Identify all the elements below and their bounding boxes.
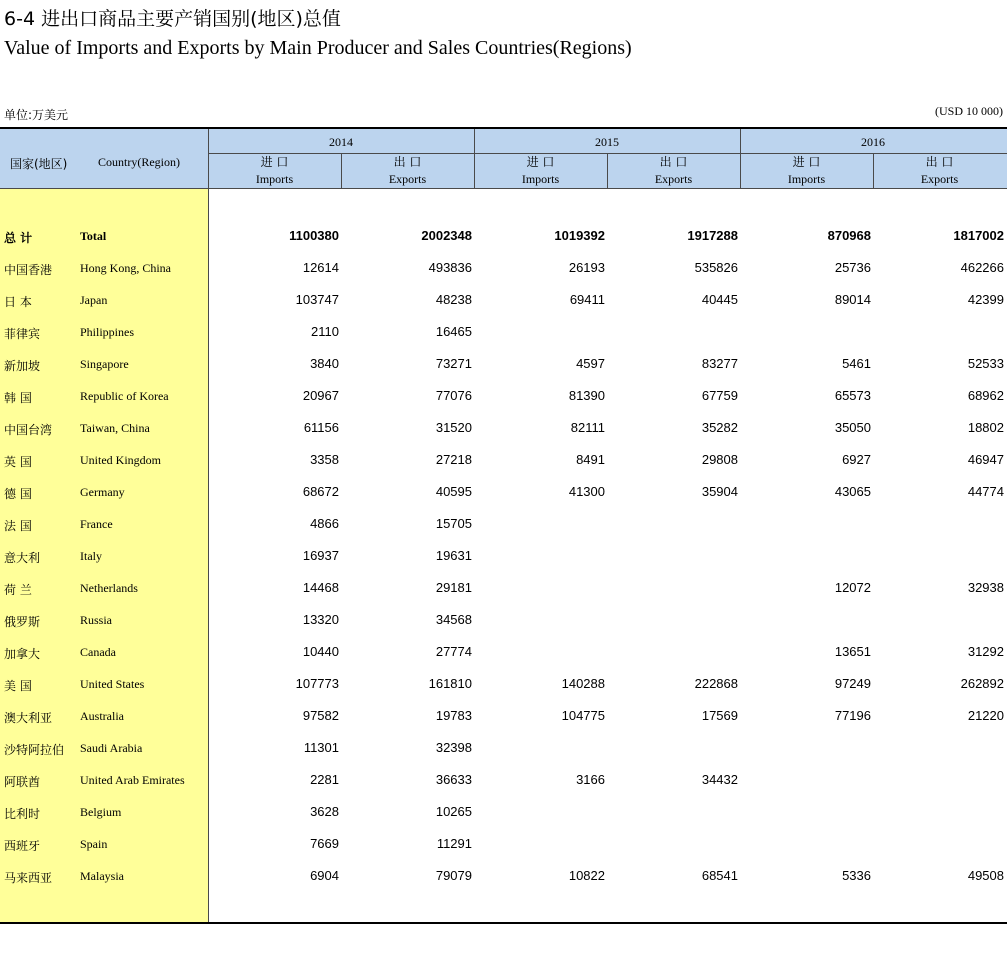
- imports-value-2014: 13320: [302, 612, 339, 627]
- imports-value-2014: 6904: [310, 868, 339, 883]
- imports-value-2014: 1100380: [289, 228, 339, 243]
- country-name-cn: 英 国: [4, 455, 32, 469]
- exports-value-2014: 48238: [435, 292, 472, 307]
- country-name-en: Singapore: [80, 357, 129, 371]
- imports-value-2015: 140288: [561, 676, 605, 691]
- table-row: [0, 542, 1007, 574]
- imports-value-2014: 68672: [302, 484, 339, 499]
- table-bottom-rule: [0, 922, 1007, 924]
- imports-value-2014: 97582: [302, 708, 339, 723]
- imports-value-2016: 65573: [834, 388, 871, 403]
- divider-header-bottom: [0, 188, 1007, 189]
- header-year-2015: 2015: [595, 135, 619, 149]
- imports-value-2014: 4866: [310, 516, 339, 531]
- header-imports-2014: 进 口 Imports: [255, 155, 294, 186]
- exports-value-2014: 79079: [435, 868, 472, 883]
- header-imports-2015: 进 口 Imports: [521, 155, 560, 186]
- header-exports-2016: 出 口 Exports: [920, 155, 959, 186]
- imports-value-2016: 870968: [827, 228, 871, 243]
- country-name-en: Canada: [80, 645, 116, 659]
- table-row-total: [0, 222, 1007, 254]
- exports-value-2016: 462266: [960, 260, 1004, 275]
- exports-value-2015: 68541: [701, 868, 738, 883]
- imports-value-2016: 43065: [834, 484, 871, 499]
- imports-value-2014: 107773: [295, 676, 339, 691]
- imports-value-2014: 11301: [303, 740, 339, 755]
- imports-value-2014: 12614: [302, 260, 339, 275]
- exports-value-2016: 68962: [967, 388, 1004, 403]
- imports-value-2014: 7669: [310, 836, 339, 851]
- unit-label-en: (USD 10 000): [935, 104, 1003, 118]
- exports-value-2014: 36633: [435, 772, 472, 787]
- imports-value-2015: 4597: [576, 356, 605, 371]
- table-row: [0, 734, 1007, 766]
- unit-label-cn: 单位:万美元: [4, 108, 69, 122]
- country-name-en: France: [80, 517, 113, 531]
- country-name-en: Germany: [80, 485, 125, 499]
- country-name-cn: 意大利: [4, 551, 41, 565]
- header-country-en: Country(Region): [98, 155, 180, 169]
- table-row: [0, 382, 1007, 414]
- imports-value-2014: 3358: [310, 452, 339, 467]
- header-year-2014: 2014: [329, 135, 353, 149]
- header-country-cn: 国家(地区): [10, 157, 68, 171]
- country-name-en: Total: [80, 229, 107, 243]
- table-row: [0, 670, 1007, 702]
- exports-value-2014: 2002348: [421, 228, 472, 243]
- country-name-cn: 澳大利亚: [4, 711, 53, 725]
- country-name-cn: 法 国: [4, 519, 32, 533]
- header-imports-2016: 进 口 Imports: [787, 155, 826, 186]
- exports-value-2016: 31292: [967, 644, 1004, 659]
- exports-value-2014: 10265: [435, 804, 472, 819]
- exports-value-2016: 49508: [967, 868, 1004, 883]
- imports-value-2016: 77196: [834, 708, 871, 723]
- table-row: [0, 414, 1007, 446]
- table-row: [0, 350, 1007, 382]
- imports-value-2014: 14468: [302, 580, 339, 595]
- exports-value-2014: 31520: [435, 420, 472, 435]
- country-name-en: Spain: [80, 837, 108, 851]
- table-row: [0, 702, 1007, 734]
- country-name-en: Netherlands: [80, 581, 138, 595]
- country-name-cn: 西班牙: [4, 839, 41, 853]
- country-name-en: Saudi Arabia: [80, 741, 143, 755]
- exports-value-2016: 1817002: [953, 228, 1004, 243]
- exports-value-2015: 17569: [701, 708, 738, 723]
- table-row: [0, 510, 1007, 542]
- table-row: [0, 318, 1007, 350]
- imports-value-2014: 61156: [303, 420, 339, 435]
- imports-value-2014: 10440: [302, 644, 339, 659]
- exports-value-2014: 73271: [435, 356, 472, 371]
- country-name-cn: 韩 国: [4, 391, 32, 405]
- exports-value-2014: 77076: [435, 388, 472, 403]
- table-row: [0, 446, 1007, 478]
- exports-value-2016: 52533: [967, 356, 1004, 371]
- exports-value-2014: 19783: [435, 708, 472, 723]
- header-exports-2014: 出 口 Exports: [388, 155, 427, 186]
- table-row: [0, 606, 1007, 638]
- table-row: [0, 830, 1007, 862]
- country-name-en: Taiwan, China: [80, 421, 150, 435]
- exports-value-2015: 34432: [701, 772, 738, 787]
- country-name-cn: 新加坡: [4, 359, 41, 373]
- exports-value-2015: 222868: [694, 676, 738, 691]
- imports-value-2015: 1019392: [554, 228, 605, 243]
- imports-value-2015: 104775: [561, 708, 605, 723]
- imports-value-2014: 20967: [302, 388, 339, 403]
- page-title-en: Value of Imports and Exports by Main Producer and Sales Countries(Regions): [4, 37, 632, 59]
- exports-value-2014: 15705: [435, 516, 472, 531]
- country-name-cn: 加拿大: [4, 647, 41, 661]
- exports-value-2015: 35282: [701, 420, 738, 435]
- table-row: [0, 766, 1007, 798]
- imports-value-2014: 2281: [310, 772, 339, 787]
- imports-value-2015: 69411: [569, 292, 605, 307]
- exports-value-2016: 262892: [960, 676, 1004, 691]
- imports-value-2014: 2110: [311, 324, 339, 339]
- exports-value-2014: 27774: [435, 644, 472, 659]
- exports-value-2014: 19631: [435, 548, 472, 563]
- country-name-cn: 俄罗斯: [4, 615, 41, 629]
- imports-value-2016: 25736: [834, 260, 871, 275]
- exports-value-2016: 46947: [967, 452, 1004, 467]
- imports-value-2015: 41300: [568, 484, 605, 499]
- exports-value-2015: 83277: [701, 356, 738, 371]
- exports-value-2015: 535826: [694, 260, 738, 275]
- imports-value-2015: 26193: [568, 260, 605, 275]
- country-name-en: Italy: [80, 549, 102, 563]
- imports-value-2016: 12072: [834, 580, 871, 595]
- imports-value-2016: 35050: [834, 420, 871, 435]
- country-name-cn: 沙特阿拉伯: [4, 743, 65, 757]
- country-name-en: Belgium: [80, 805, 122, 819]
- exports-value-2015: 35904: [701, 484, 738, 499]
- table-row: [0, 254, 1007, 286]
- exports-value-2015: 67759: [701, 388, 738, 403]
- imports-value-2014: 16937: [302, 548, 339, 563]
- imports-value-2015: 81390: [568, 388, 605, 403]
- country-name-cn: 中国香港: [4, 263, 53, 277]
- exports-value-2014: 161810: [428, 676, 472, 691]
- country-name-cn: 美 国: [4, 679, 32, 693]
- country-name-en: United Kingdom: [80, 453, 161, 467]
- imports-value-2014: 3628: [310, 804, 339, 819]
- table-row: [0, 286, 1007, 318]
- exports-value-2015: 40445: [701, 292, 738, 307]
- imports-value-2015: 82111: [570, 420, 605, 435]
- exports-value-2015: 29808: [701, 452, 738, 467]
- country-name-cn: 德 国: [4, 487, 32, 501]
- country-name-en: Philippines: [80, 325, 135, 339]
- country-name-cn: 总 计: [4, 231, 33, 245]
- imports-value-2015: 10822: [568, 868, 605, 883]
- country-name-en: Japan: [80, 293, 108, 307]
- exports-value-2014: 40595: [435, 484, 472, 499]
- country-name-cn: 日 本: [4, 295, 32, 309]
- exports-value-2014: 11291: [436, 836, 472, 851]
- exports-value-2016: 21220: [967, 708, 1004, 723]
- country-name-cn: 比利时: [4, 807, 41, 821]
- table-row: [0, 574, 1007, 606]
- country-name-en: Russia: [80, 613, 113, 627]
- exports-value-2014: 493836: [428, 260, 472, 275]
- imports-value-2016: 89014: [834, 292, 871, 307]
- imports-value-2014: 103747: [295, 292, 339, 307]
- table-row: [0, 862, 1007, 894]
- table-row: [0, 478, 1007, 510]
- exports-value-2016: 32938: [967, 580, 1004, 595]
- imports-value-2016: 97249: [834, 676, 871, 691]
- exports-value-2014: 34568: [435, 612, 472, 627]
- exports-value-2014: 32398: [435, 740, 472, 755]
- country-name-cn: 荷 兰: [4, 583, 32, 597]
- exports-value-2016: 18802: [967, 420, 1004, 435]
- imports-value-2016: 5461: [842, 356, 871, 371]
- table-row: [0, 638, 1007, 670]
- table-body: [0, 222, 1007, 894]
- imports-value-2016: 5336: [842, 868, 871, 883]
- imports-value-2016: 6927: [842, 452, 871, 467]
- country-name-cn: 阿联酋: [4, 775, 41, 789]
- exports-value-2014: 27218: [435, 452, 472, 467]
- country-name-en: Republic of Korea: [80, 389, 169, 403]
- imports-value-2014: 3840: [310, 356, 339, 371]
- imports-value-2015: 8491: [576, 452, 605, 467]
- country-name-en: United States: [80, 677, 145, 691]
- country-name-en: Hong Kong, China: [80, 261, 171, 275]
- imports-value-2015: 3166: [576, 772, 605, 787]
- country-name-cn: 中国台湾: [4, 423, 53, 437]
- exports-value-2014: 16465: [435, 324, 472, 339]
- exports-value-2014: 29181: [435, 580, 472, 595]
- table-row: [0, 798, 1007, 830]
- country-name-en: United Arab Emirates: [80, 773, 185, 787]
- exports-value-2015: 1917288: [687, 228, 738, 243]
- imports-value-2016: 13651: [834, 644, 871, 659]
- country-name-en: Australia: [80, 709, 124, 723]
- page-title-cn: 6-4 进出口商品主要产销国别(地区)总值: [4, 8, 341, 30]
- exports-value-2016: 44774: [967, 484, 1004, 499]
- exports-value-2016: 42399: [967, 292, 1004, 307]
- country-name-cn: 马来西亚: [4, 871, 53, 885]
- country-name-cn: 菲律宾: [4, 327, 41, 341]
- header-year-2016: 2016: [861, 135, 885, 149]
- header-exports-2015: 出 口 Exports: [654, 155, 693, 186]
- country-name-en: Malaysia: [80, 869, 124, 883]
